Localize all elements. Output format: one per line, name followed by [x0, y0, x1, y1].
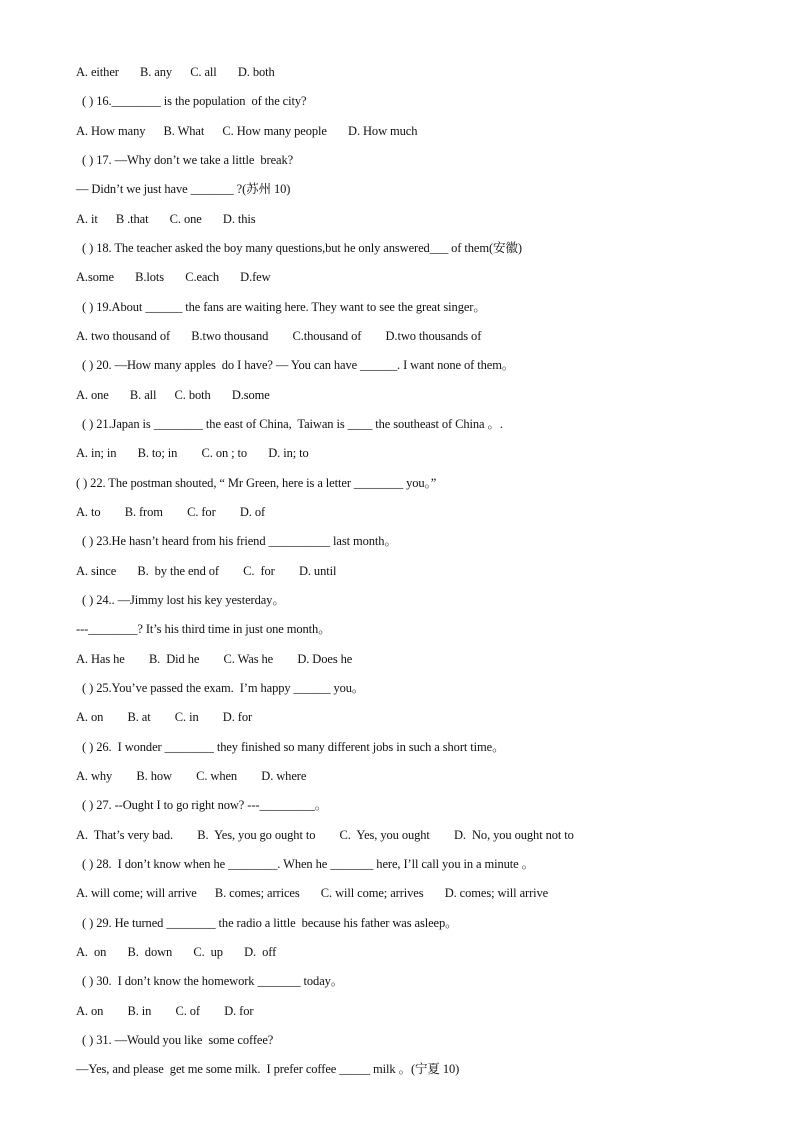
- q26-options: A. why B. how C. when D. where: [76, 769, 307, 783]
- q18-options: A.some B.lots C.each D.few: [76, 270, 271, 284]
- q17-question: ( ) 17. —Why don’t we take a little break?: [76, 153, 294, 167]
- q23-question: ( ) 23.He hasn’t heard from his friend __________ last month。: [76, 534, 397, 548]
- q31-question: ( ) 31. —Would you like some coffee?: [76, 1033, 274, 1047]
- q17-question-cont: — Didn’t we just have _______ ?(苏州 10): [76, 182, 291, 196]
- q21-options: A. in; in B. to; in C. on ; to D. in; to: [76, 446, 309, 460]
- q16-options: A. How many B. What C. How many people D. How much: [76, 124, 418, 138]
- q26-question: ( ) 26. I wonder ________ they finished so many different jobs in such a short time。: [76, 740, 505, 754]
- q20-options: A. one B. all C. both D.some: [76, 388, 270, 402]
- q19-options: A. two thousand of B.two thousand C.thousand of D.two thousands of: [76, 329, 482, 343]
- q30-options: A. on B. in C. of D. for: [76, 1004, 254, 1018]
- q22-question: ( ) 22. The postman shouted, “ Mr Green, here is a letter ________ you。”: [76, 476, 437, 490]
- q24-question: ( ) 24.. —Jimmy lost his key yesterday。: [76, 593, 285, 607]
- q29-question: ( ) 29. He turned ________ the radio a little because his father was asleep。: [76, 916, 458, 930]
- q25-options: A. on B. at C. in D. for: [76, 710, 253, 724]
- q29-options: A. on B. down C. up D. off: [76, 945, 277, 959]
- q31-question-cont: —Yes, and please get me some milk. I prefer coffee _____ milk 。(宁夏 10): [76, 1062, 460, 1076]
- q24-options: A. Has he B. Did he C. Was he D. Does he: [76, 652, 353, 666]
- q23-options: A. since B. by the end of C. for D. until: [76, 564, 337, 578]
- q28-options: A. will come; will arrive B. comes; arrices C. will come; arrives D. comes; will arrive: [76, 886, 549, 900]
- q22-options: A. to B. from C. for D. of: [76, 505, 266, 519]
- q18-question: ( ) 18. The teacher asked the boy many questions,but he only answered___ of them(安徽): [76, 241, 522, 255]
- q24-question-cont: ---________? It’s his third time in just one month。: [76, 622, 331, 636]
- q25-question: ( ) 25.You’ve passed the exam. I’m happy ______ you。: [76, 681, 365, 695]
- q27-question: ( ) 27. --Ought I to go right now? ---_________。: [76, 798, 328, 812]
- q19-question: ( ) 19.About ______ the fans are waiting here. They want to see the great singer。: [76, 300, 486, 314]
- q21-question: ( ) 21.Japan is ________ the east of China, Taiwan is ____ the southeast of China 。.: [76, 417, 503, 431]
- q17-options: A. it B .that C. one D. this: [76, 212, 256, 226]
- q20-question: ( ) 20. —How many apples do I have? — You can have ______. I want none of them。: [76, 358, 515, 372]
- q28-question: ( ) 28. I don’t know when he ________. When he _______ here, I’ll call you in a minute 。: [76, 857, 535, 871]
- q27-options: A. That’s very bad. B. Yes, you go ought to C. Yes, you ought D. No, you ought not to: [76, 828, 574, 842]
- q30-question: ( ) 30. I don’t know the homework _______ today。: [76, 974, 344, 988]
- q16-question: ( ) 16.________ is the population of the city?: [76, 94, 307, 108]
- q15-options: A. either B. any C. all D. both: [76, 65, 275, 79]
